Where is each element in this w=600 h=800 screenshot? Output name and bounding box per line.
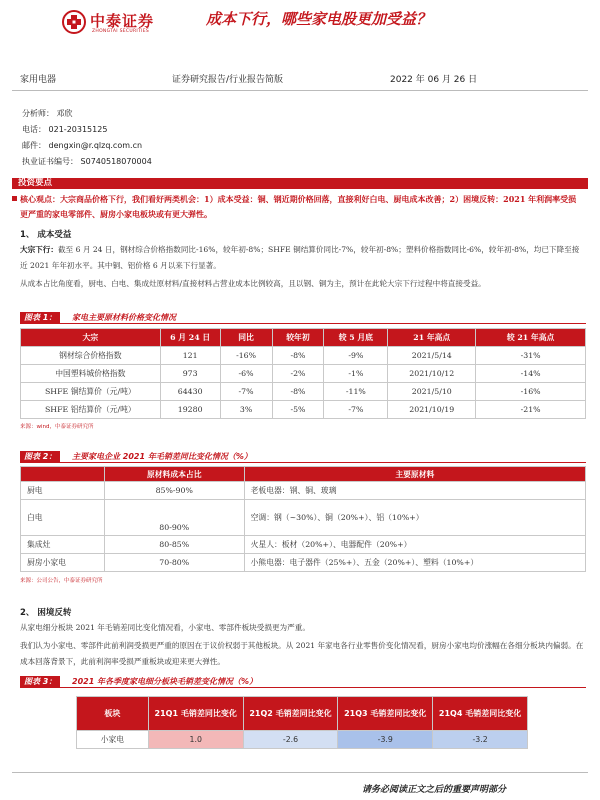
table-cell: -31% [476, 347, 586, 365]
table-row [21, 482, 586, 500]
report-type: 证券研究报告/行业报告简版 [172, 75, 284, 85]
table-header: 同比 [220, 329, 272, 347]
raw-material-price-table [20, 328, 586, 419]
table-cell: -9% [324, 347, 388, 365]
table-cell: -11% [324, 383, 388, 401]
table-cell: -16% [220, 347, 272, 365]
table-cell: 19280 [160, 401, 220, 419]
analyst-email: 邮件： dengxin@r.qlzq.com.cn [22, 141, 143, 150]
analyst-phone: 电话： 021-20315125 [22, 125, 108, 134]
table-cell: -7% [324, 401, 388, 419]
table-cell: 80-85% [104, 536, 244, 554]
table-row [21, 536, 586, 554]
brand-logo-icon [62, 10, 86, 34]
figure-3-title [20, 676, 586, 688]
table-cell: -16% [476, 383, 586, 401]
section-bar-summary [12, 178, 588, 189]
table-row [21, 500, 586, 536]
table-cell: SHFE 铝结算价（元/吨） [21, 401, 161, 419]
table-header: 主要原材料 [244, 467, 585, 482]
table-row [21, 347, 586, 365]
table-cell: 64430 [160, 383, 220, 401]
table-cell: -1% [324, 365, 388, 383]
table-header: 21 年高点 [388, 329, 476, 347]
table-cell: 小家电 [77, 731, 149, 749]
table-cell: -8% [272, 383, 324, 401]
figure-1-title [20, 312, 586, 324]
table-cell: 厨电 [21, 482, 105, 500]
table-cell: 火星人：板材（20%+）、电器配件（20%+） [244, 536, 585, 554]
cost-share-paragraph: 从成本占比角度看，厨电、白电、集成灶原材料/直接材料占营业成本比例较高，且以钢、铜为主，预计在此轮大宗下行过程中将直接受益。 [20, 279, 486, 288]
table-cell: 集成灶 [21, 536, 105, 554]
table-cell: 老板电器：钢、铜、玻璃 [244, 482, 585, 500]
table-cell: 空调：钢（~30%）、铜（20%+）、铝（10%+） [244, 500, 585, 536]
table-cell: -2% [272, 365, 324, 383]
brand-logo [62, 10, 172, 44]
footer-divider [12, 772, 588, 773]
sector-label: 家用电器 [20, 75, 57, 85]
table-cell: 中国塑料城价格指数 [21, 365, 161, 383]
table-header: 6 月 24 日 [160, 329, 220, 347]
table-row [21, 365, 586, 383]
figure-2-source: 来源：公司公告，中泰证券研究所 [20, 578, 103, 584]
table-cell: 80-90% [104, 500, 244, 536]
table-cell: -3.9 [338, 731, 433, 749]
table-header: 较年初 [272, 329, 324, 347]
table-cell: -2.6 [243, 731, 338, 749]
table-header: 较 5 月底 [324, 329, 388, 347]
table-row [21, 383, 586, 401]
table-header-row [77, 697, 528, 731]
report-date: 2022 年 06 月 26 日 [390, 75, 478, 85]
table-cell: 973 [160, 365, 220, 383]
analyst-name: 分析师： 邓欣 [22, 109, 73, 118]
table-cell: 70-80% [104, 554, 244, 572]
table-cell: 2021/10/19 [388, 401, 476, 419]
figure-2-caption: 主要家电企业 2021 年毛销差同比变化情况（%） [72, 452, 252, 461]
table-header: 21Q3 毛销差同比变化 [338, 697, 433, 731]
report-title: 成本下行，哪些家电股更加受益？ [206, 10, 432, 28]
table-cell: -5% [272, 401, 324, 419]
commodity-lead: 大宗下行： [20, 245, 58, 254]
table-cell: 3% [220, 401, 272, 419]
header-divider [12, 90, 588, 91]
table-cell: SHFE 铜结算价（元/吨） [21, 383, 161, 401]
table-header: 大宗 [21, 329, 161, 347]
table-cell: 白电 [21, 500, 105, 536]
table-header: 较 21 年高点 [476, 329, 586, 347]
figure-3-tag: 图表 3： [20, 676, 60, 687]
table-cell: -8% [272, 347, 324, 365]
table-cell: 厨房小家电 [21, 554, 105, 572]
table-cell: 2021/5/14 [388, 347, 476, 365]
table-row [77, 731, 528, 749]
table-cell: -3.2 [433, 731, 528, 749]
table-cell: -21% [476, 401, 586, 419]
turnaround-paragraph-1: 从家电细分板块 2021 年毛销差同比变化情况看，小家电、零部件板块受损更为严重。 [20, 623, 310, 632]
table-header-row [21, 329, 586, 347]
table-cell: 121 [160, 347, 220, 365]
table-header-row [21, 467, 586, 482]
figure-3-caption: 2021 年各季度家电细分板块毛销差变化情况（%） [72, 677, 258, 686]
figure-1-tag: 图表 1： [20, 312, 60, 323]
table-header: 板块 [77, 697, 149, 731]
table-cell: 2021/5/10 [388, 383, 476, 401]
table-row [21, 401, 586, 419]
table-row [21, 554, 586, 572]
analyst-license: 执业证书编号： S0740518070004 [22, 157, 152, 166]
core-viewpoint: 核心观点：大宗商品价格下行，我们看好两类机会：1）成本受益：铜、钢近期价格回落，直接利好白电、厨电成本改善；2）困境反转：2021 年利润率受损更严重的家电零部件、厨房小家电板块或有更大弹性。 [20, 194, 577, 219]
brand-name-en: ZHONGTAI SECURITIES [92, 29, 150, 34]
table-header: 21Q4 毛销差同比变化 [433, 697, 528, 731]
section-heading-cost: 1、 成本受益 [20, 230, 72, 240]
page-header [0, 0, 600, 48]
table-cell: 钢材综合价格指数 [21, 347, 161, 365]
figure-1-caption: 家电主要原材料价格变化情况 [72, 313, 176, 322]
section-heading-turnaround: 2、 困境反转 [20, 608, 72, 618]
table-cell: 85%-90% [104, 482, 244, 500]
material-cost-share-table [20, 466, 586, 572]
section-label: 投资要点 [18, 178, 53, 188]
brand-name-cn: 中泰证券 [90, 12, 155, 30]
figure-2-title [20, 451, 586, 463]
table-cell: -7% [220, 383, 272, 401]
commodity-paragraph [20, 242, 586, 274]
table-cell: -14% [476, 365, 586, 383]
table-header: 21Q1 毛销差同比变化 [148, 697, 243, 731]
commodity-text: 截至 6 月 24 日，钢材综合价格指数同比-16%，较年初-8%；SHFE 铜结算价同比-7%，较年初-8%；塑料价格指数同比-6%，较年初-8%，均已下降至接近 2021 年年初水平。其中铜、铝价格 6 月以来下行显著。 [20, 245, 580, 270]
footer-notice: 请务必阅读正文之后的重要声明部分 [362, 785, 507, 795]
table-cell: 小熊电器：电子器件（25%+）、五金（20%+）、塑料（10%+） [244, 554, 585, 572]
figure-1-source: 来源：wind，中泰证券研究所 [20, 424, 94, 430]
table-cell: 2021/10/12 [388, 365, 476, 383]
table-header: 21Q2 毛销差同比变化 [243, 697, 338, 731]
table-header [21, 467, 105, 482]
bullet-icon [12, 196, 17, 201]
turnaround-paragraph-2: 我们认为小家电、零部件此前利润受损更严重的原因在于议价权弱于其他板块。从 2021 年家电各行业零售价变化情况看，厨房小家电均价涨幅在各细分板块内偏弱。在成本回落背景下，此前利润率受损严重板块或迎来更大弹性。 [20, 641, 584, 666]
table-cell: -6% [220, 365, 272, 383]
table-header: 原材料成本占比 [104, 467, 244, 482]
gross-margin-change-table [76, 696, 528, 749]
figure-2-tag: 图表 2： [20, 451, 60, 462]
table-cell: 1.0 [148, 731, 243, 749]
